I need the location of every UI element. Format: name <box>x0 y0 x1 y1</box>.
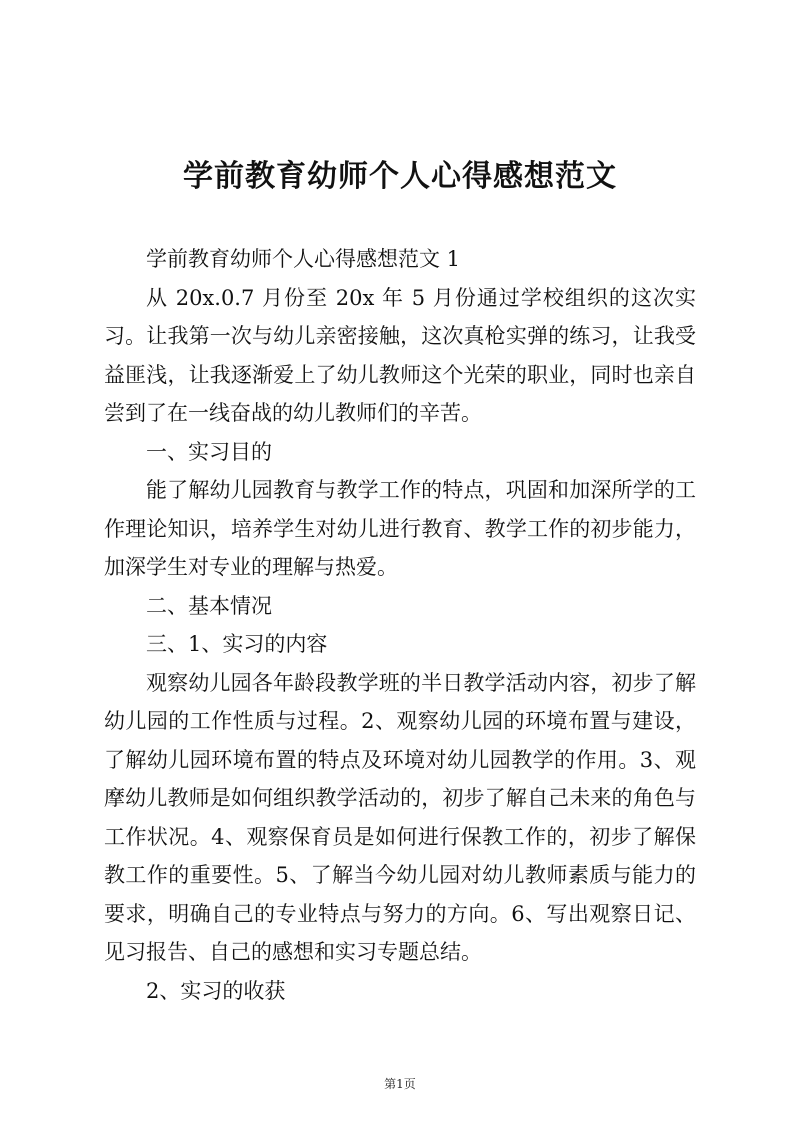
page-number: 第1页 <box>384 1077 416 1091</box>
document-title: 学前教育幼师个人心得感想范文 <box>183 159 617 194</box>
document-body <box>104 240 696 1010</box>
section-heading-content: 三、1、实习的内容 <box>146 632 328 656</box>
paragraph-intro: 从 20x.0.7 月份至 20x 年 5 月份通过学校组织的这次实习。让我第一次与幼儿亲密接触，这次真枪实弹的练习，让我受益匪浅，让我逐渐爱上了幼儿教师这个光荣的职业，同时也亲自尝到了在一线奋战的幼儿教师们的辛苦。 <box>104 285 696 425</box>
section-heading-basic-info: 二、基本情况 <box>146 593 272 618</box>
paragraph-purpose: 能了解幼儿园教育与教学工作的特点，巩固和加深所学的工作理论知识，培养学生对幼儿进行教育、教学工作的初步能力，加深学生对专业的理解与热爱。 <box>104 478 696 579</box>
section-heading-purpose: 一、实习目的 <box>146 439 272 464</box>
section-heading-gains: 2、实习的收获 <box>146 978 286 1003</box>
paragraph-content: 观察幼儿园各年龄段教学班的半日教学活动内容，初步了解幼儿园的工作性质与过程。2、观察幼儿园的环境布置与建设，了解幼儿园环境布置的特点及环境对幼儿园教学的作用。3、观摩幼儿教师是如何组织教学活动的，初步了解自己未来的角色与工作状况。4、观察保育员是如何进行保教工作的，初步了解保教工作的重要性。5、了解当今幼儿园对幼儿教师素质与能力的要求，明确自己的专业特点与努力的方向。6、写出观察日记、见习报告、自己的感想和实习专题总结。 <box>104 670 696 964</box>
paragraph-heading-1: 学前教育幼师个人心得感想范文 1 <box>146 247 461 271</box>
